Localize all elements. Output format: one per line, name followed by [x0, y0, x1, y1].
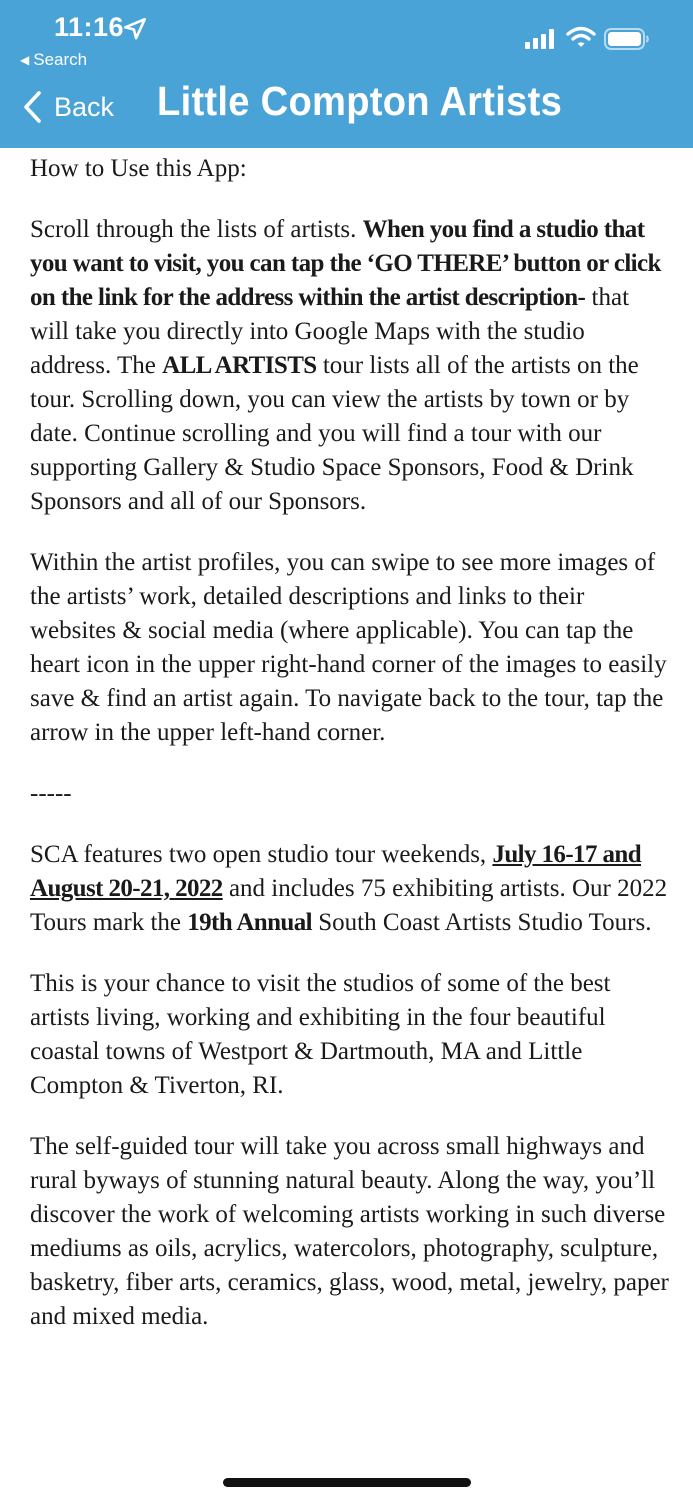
back-triangle-icon: ◀: [20, 53, 30, 67]
p1-text-c: that will take you directly into Google Maps with the studio address. The: [30, 284, 630, 379]
p3-text-a: SCA features two open studio tour weekends,: [30, 841, 493, 868]
divider-text: -----: [30, 780, 72, 807]
paragraph-visit-studios: This is your chance to visit the studios of some of the best artists living, working and exhibiting in the four beautiful coastal towns of Westport & Dartmouth, MA and Little Compton & Tiverton, RI.: [30, 970, 611, 1099]
p3-text-e: South Coast Artists Studio Tours.: [311, 909, 652, 936]
paragraph-artist-profiles: Within the artist profiles, you can swipe to see more images of the artists’ work, detailed descriptions and links to their websites & social media (where applicable). You can tap the heart icon in the upper right-hand corner of the images to easily save & find an artist again. To navigate back to the tour, tap the arrow in the upper left-hand corner.: [30, 549, 667, 746]
instructions-heading: How to Use this App:: [30, 155, 247, 182]
return-to-search-button[interactable]: [20, 50, 87, 70]
return-app-label: Search: [33, 50, 88, 69]
page-title: Little Compton Artists: [157, 78, 563, 124]
p1-bold-all-artists: ALL ARTISTS: [162, 352, 317, 379]
back-button[interactable]: [22, 90, 114, 124]
paragraph-scroll-instructions: [30, 213, 670, 519]
back-label: Back: [54, 91, 115, 122]
p3-text-c: and includes 75 exhibiting artists. Our 2022 Tours mark the: [30, 875, 668, 936]
battery-icon: [604, 28, 650, 50]
p3-bold-annual: 19th Annual: [187, 909, 312, 936]
paragraph-tour-dates: [30, 838, 670, 940]
p1-text-e: tour lists all of the artists on the tour. Scrolling down, you can view the artists by town or by date. Continue scrolling and you will find a tour with our supporting Gallery & Studio Space Sponsors, Food & Drink Sponsors and all of our Sponsors.: [30, 352, 639, 515]
paragraph-self-guided-tour: The self-guided tour will take you across small highways and rural byways of stunning natural beauty. Along the way, you’ll discover the work of welcoming artists working in such diverse mediums as oils, acrylics, watercolors, photography, sculpture, basketry, fiber arts, ceramics, glass, wood, metal, jewelry, paper and mixed media.: [30, 1133, 669, 1330]
status-time: 11:16: [54, 12, 125, 42]
top-header: [0, 0, 693, 148]
home-indicator[interactable]: [223, 1478, 471, 1487]
content-area: [30, 152, 670, 1361]
signal-icon: [525, 29, 557, 49]
wifi-icon: [566, 26, 596, 48]
location-arrow-icon: [122, 16, 148, 42]
tour-dates-link[interactable]: July 16-17 and August 20-21, 2022: [30, 841, 642, 902]
p1-bold-go-there: When you find a studio that you want to visit, you can tap the ‘GO THERE’ button or click on the link for the address within the artist description-: [30, 216, 661, 311]
p1-text-a: Scroll through the lists of artists.: [30, 216, 363, 243]
chevron-left-icon: [22, 90, 42, 124]
